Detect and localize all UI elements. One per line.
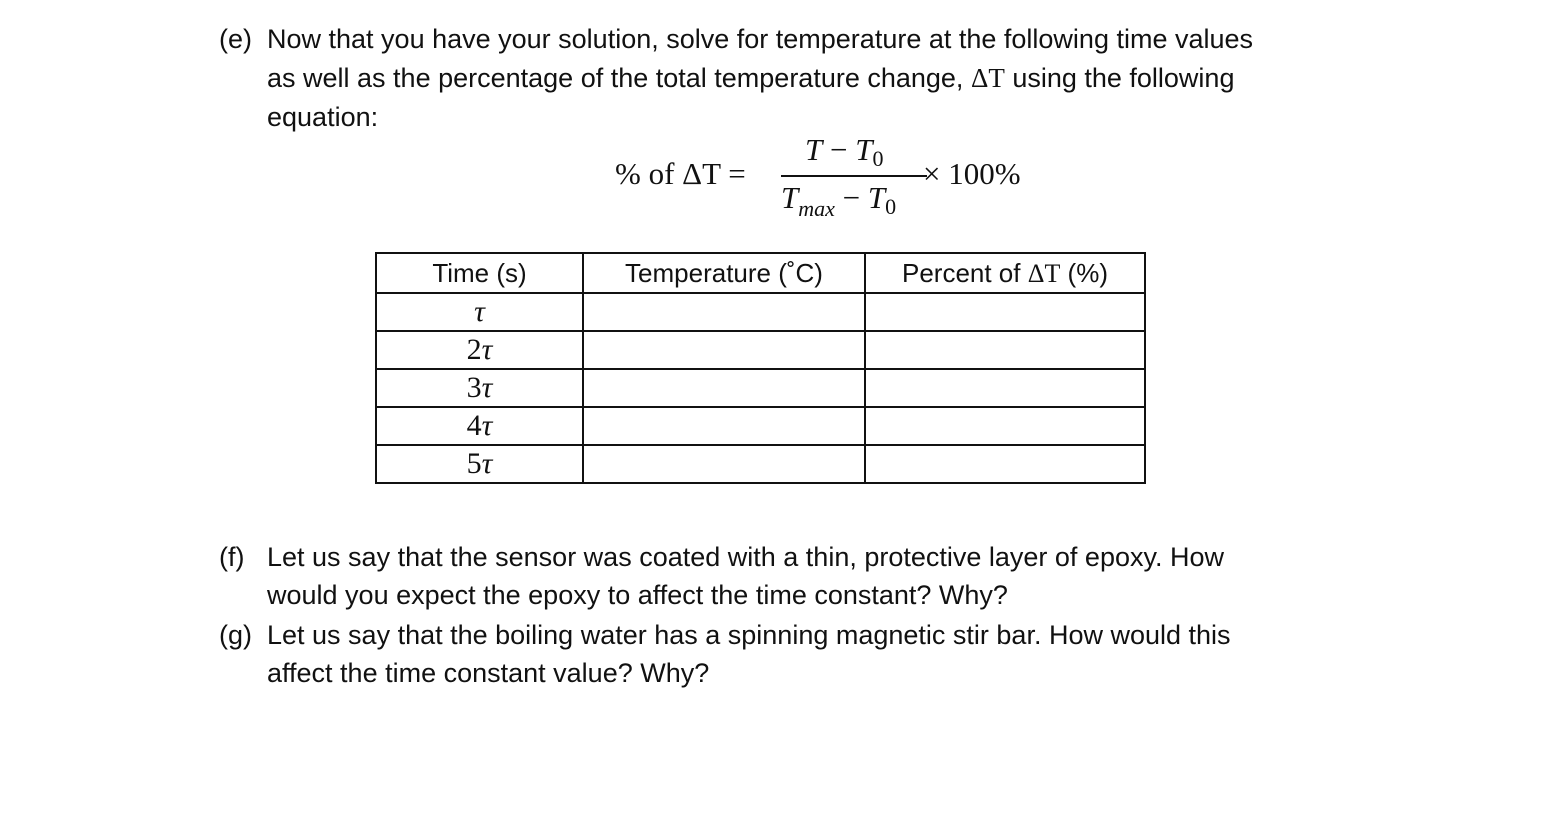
question-f-line2: would you expect the epoxy to affect the time constant? Why?	[267, 580, 1008, 610]
time-cell: 3τ	[376, 369, 583, 407]
header-temperature: Temperature (˚C)	[583, 253, 865, 293]
question-e-line2	[267, 59, 1234, 98]
percent-delta-t-equation	[615, 130, 1045, 220]
table-header-row	[376, 253, 1145, 293]
question-g-line1: Let us say that the boiling water has a spinning magnetic stir bar. How would this	[267, 620, 1231, 650]
table-row	[376, 331, 1145, 369]
question-e-line1: Now that you have your solution, solve for temperature at the following time values	[267, 24, 1254, 54]
percent-cell[interactable]	[865, 369, 1145, 407]
time-cell: 2τ	[376, 331, 583, 369]
time-cell: 4τ	[376, 407, 583, 445]
percent-cell[interactable]	[865, 407, 1145, 445]
question-e-line3: equation:	[267, 102, 379, 132]
question-g-label: (g)	[219, 620, 252, 650]
delta-t-symbol: ΔT	[970, 63, 1005, 93]
question-e-label: (e)	[219, 24, 252, 54]
time-cell: 5τ	[376, 445, 583, 483]
equation-numerator: $T - T_0$	[805, 132, 884, 171]
question-f-line1: Let us say that the sensor was coated with a thin, protective layer of epoxy. How	[267, 542, 1224, 572]
table-row	[376, 407, 1145, 445]
temperature-cell[interactable]	[583, 445, 865, 483]
temperature-cell[interactable]	[583, 331, 865, 369]
question-g-line2: affect the time constant value? Why?	[267, 658, 710, 688]
temperature-cell[interactable]	[583, 293, 865, 331]
question-f	[219, 538, 1419, 618]
table-row	[376, 293, 1145, 331]
table-row	[376, 369, 1145, 407]
percent-cell[interactable]	[865, 293, 1145, 331]
question-e-line2-a: as well as the percentage of the total temperature change,	[267, 63, 971, 93]
equation-rhs: × 100%	[923, 156, 1021, 191]
equation-denominator: $T_{max} - T_0$	[781, 180, 897, 221]
percent-cell[interactable]	[865, 445, 1145, 483]
percent-cell[interactable]	[865, 331, 1145, 369]
question-f-label: (f)	[219, 542, 245, 572]
time-temperature-table	[375, 252, 1146, 484]
header-time: Time (s)	[376, 253, 583, 293]
temperature-cell[interactable]	[583, 407, 865, 445]
header-percent: Percent of ΔT (%)	[865, 253, 1145, 293]
time-cell: τ	[376, 293, 583, 331]
equation-lhs: % of ΔT =	[615, 156, 746, 191]
question-e-line2-b: using the following	[1004, 63, 1235, 93]
question-g	[219, 616, 1419, 696]
table-row	[376, 445, 1145, 483]
fraction-bar	[781, 175, 927, 177]
question-e	[219, 20, 1419, 140]
temperature-cell[interactable]	[583, 369, 865, 407]
